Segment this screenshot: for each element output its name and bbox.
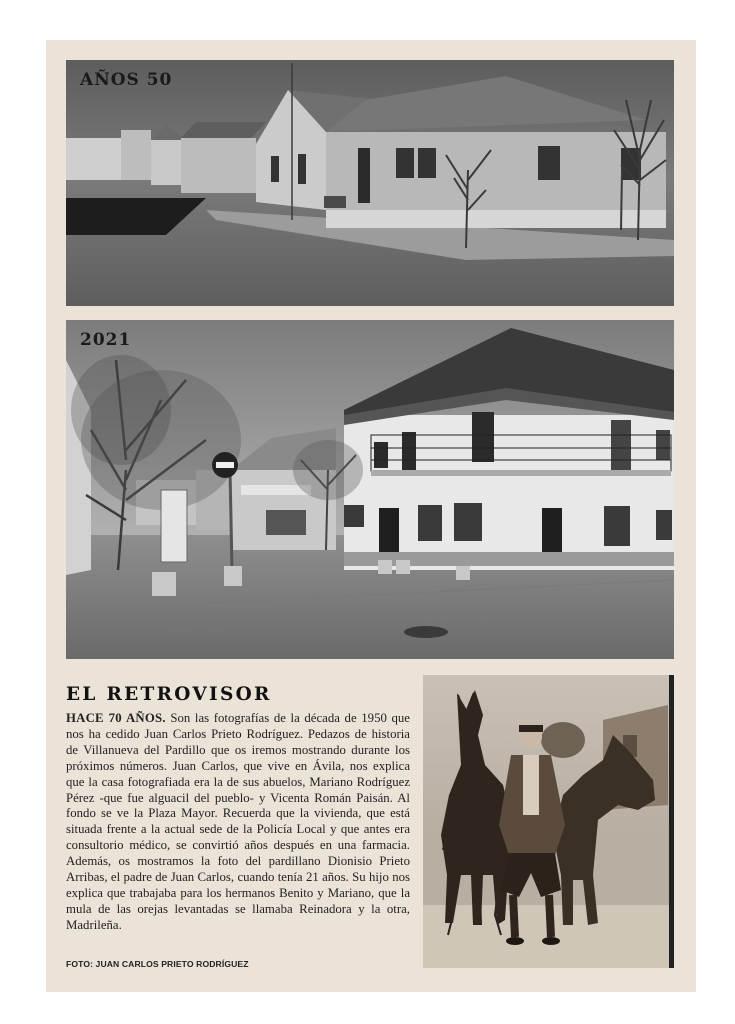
photo-2021-label: 2021 [80,330,132,350]
photo-1950s-house [66,60,674,306]
photo-2021-house [66,320,674,659]
photo-man-with-mules [423,675,674,968]
photo-2021-image [66,320,674,659]
photo-credit: FOTO: JUAN CARLOS PRIETO RODRÍGUEZ [66,959,249,969]
article-body [66,711,410,934]
magazine-page [46,40,696,992]
photo-1950s-label: AÑOS 50 [80,70,173,90]
article-heading: EL RETROVISOR [66,684,272,705]
article-lead: HACE 70 AÑOS. [66,711,166,725]
photo-1950s-image [66,60,674,306]
photo-mules-image [423,675,674,968]
article-text: Son las fotografías de la década de 1950 que nos ha cedido Juan Carlos Prieto Rodríguez. Pedazos de historia de Villanueva del Pardillo que os iremos mostrando durante los próximos números. Juan Carlos, que vive en Ávila, nos explica que la casa fotografiada era la de sus abuelos, Mariano Rodríguez Pérez -que fue alguacil del pueblo- y Vicenta Román Paisán. Al fondo se ve la Plaza Mayor. Recuerda que la vivienda, que está situada frente a la actual sede de la Policía Local y que antes era consultorio médico, se convirtió años después en una farmacia. Además, os mostramos la foto del pardillano Dionisio Prieto Arribas, el padre de Juan Carlos, cuando tenía 21 años. Su hijo nos explica que trabajaba para los hermanos Benito y Mariano, que la mula de las orejas levantadas se llamaba Reinadora y la otra, Madrileña. [66,711,410,932]
